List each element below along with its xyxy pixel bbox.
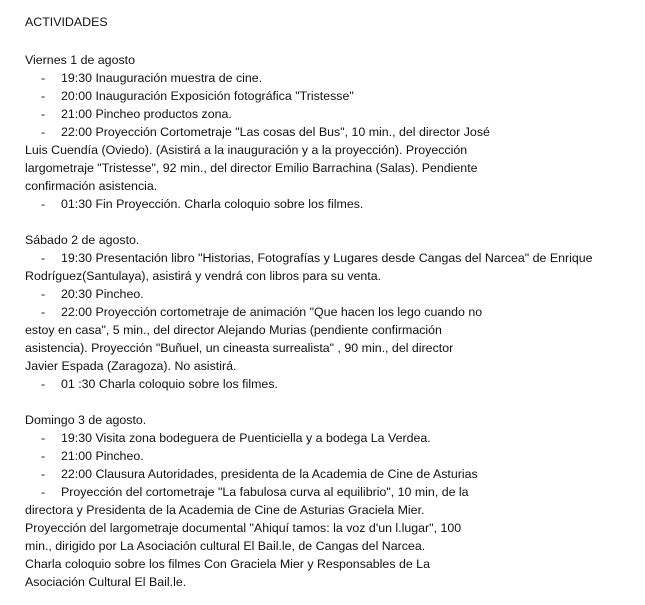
bullet-dash: - <box>41 485 46 499</box>
activity-line: 22:00 Clausura Autoridades, presidenta de la Academia de Cine de Asturias <box>61 467 478 481</box>
activity-line: 19:30 Visita zona bodeguera de Puenticiella y a bodega La Verdea. <box>61 431 431 445</box>
activity-line: 20:00 Inauguración Exposición fotográfica "Tristesse" <box>61 89 354 103</box>
bullet-dash: - <box>41 125 46 139</box>
bullet-dash: - <box>41 89 46 103</box>
activity-continuation: Rodríguez(Santulaya), asistirá y vendrá con libros para su venta. <box>25 269 382 283</box>
activity-continuation: Asociación Cultural El Bail.le. <box>25 575 187 589</box>
activity-line: 19:30 Inauguración muestra de cine. <box>61 71 263 85</box>
activity-continuation: Proyección del largometraje documental "Ahiquí tamos: la voz d'un l.lugar", 100 <box>25 521 462 535</box>
activity-continuation: Javier Espada (Zaragoza). No asistirá. <box>25 359 237 373</box>
bullet-dash: - <box>41 251 46 265</box>
bullet-dash: - <box>41 197 46 211</box>
activity-continuation: directora y Presidenta de la Academia de Cine de Asturias Graciela Mier. <box>25 503 425 517</box>
activity-line: 21:00 Pincheo. <box>61 449 144 463</box>
activity-continuation: largometraje "Tristesse", 92 min., del director Emilio Barrachina (Salas). Pendiente <box>25 161 478 175</box>
bullet-dash: - <box>41 71 46 85</box>
bullet-dash: - <box>41 467 46 481</box>
activity-line: 01:30 Fin Proyección. Charla coloquio sobre los filmes. <box>61 197 364 211</box>
activity-continuation: Luis Cuendía (Oviedo). (Asistirá a la inauguración y a la proyección). Proyección <box>25 143 468 157</box>
activity-line: Proyección del cortometraje "La fabulosa curva al equilibrio", 10 min, de la <box>61 485 469 499</box>
activity-line: 19:30 Presentación libro "Historias, Fotografías y Lugares desde Cangas del Narcea" de Enrique <box>61 251 593 265</box>
bullet-dash: - <box>41 107 46 121</box>
activity-continuation: Charla coloquio sobre los filmes Con Graciela Mier y Responsables de La <box>25 557 430 571</box>
bullet-dash: - <box>41 431 46 445</box>
document-title: ACTIVIDADES <box>25 15 108 29</box>
bullet-dash: - <box>41 377 46 391</box>
activity-line: 22:00 Proyección cortometraje de animación "Que hacen los lego cuando no <box>61 305 483 319</box>
bullet-dash: - <box>41 305 46 319</box>
activity-line: 20:30 Pincheo. <box>61 287 144 301</box>
activity-line: 22:00 Proyección Cortometraje "Las cosas del Bus", 10 min., del director José <box>61 125 490 139</box>
activity-continuation: confirmación asistencia. <box>25 179 158 193</box>
bullet-dash: - <box>41 449 46 463</box>
activity-line: 01 :30 Charla coloquio sobre los filmes. <box>61 377 278 391</box>
activity-continuation: estoy en casa", 5 min., del director Alejando Murias (pendiente confirmación <box>25 323 442 337</box>
activity-line: 21:00 Pincheo productos zona. <box>61 107 232 121</box>
activity-continuation: min., dirigido por La Asociación cultural El Bail.le, de Cangas del Narcea. <box>25 539 426 553</box>
day-heading-viernes: Viernes 1 de agosto <box>25 53 135 67</box>
day-heading-sabado: Sábado 2 de agosto. <box>25 233 140 247</box>
day-heading-domingo: Domingo 3 de agosto. <box>25 413 147 427</box>
activity-continuation: asistencia). Proyección "Buñuel, un cineasta surrealista" , 90 min., del director <box>25 341 454 355</box>
bullet-dash: - <box>41 287 46 301</box>
